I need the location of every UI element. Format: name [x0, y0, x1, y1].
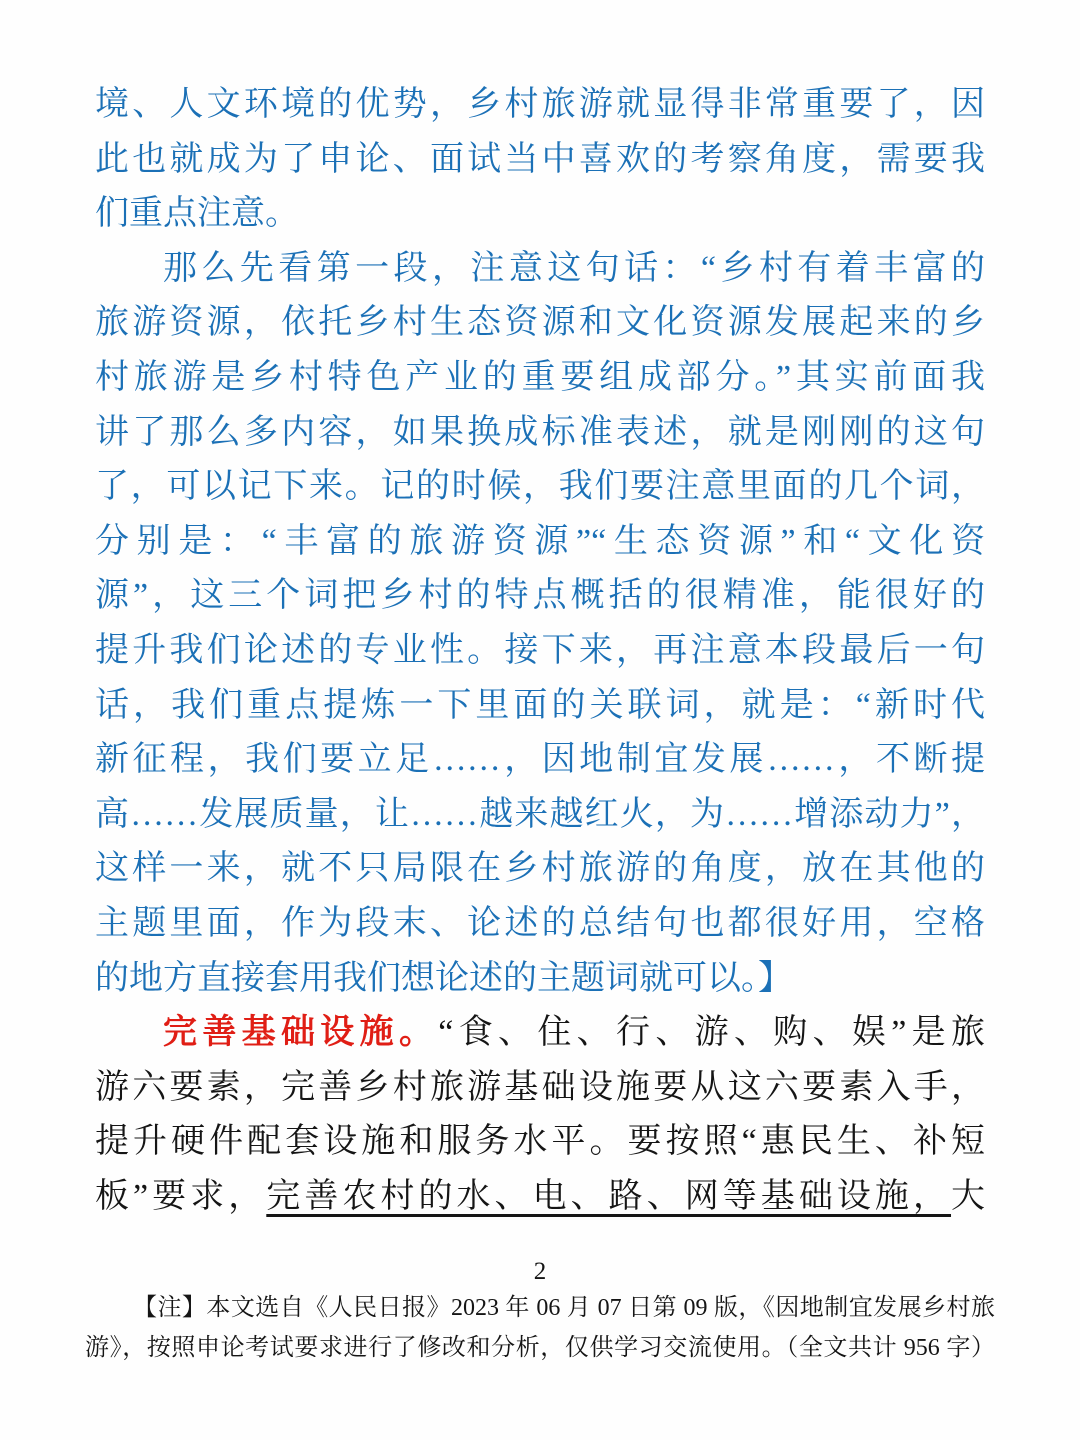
page-number: 2 — [533, 1258, 547, 1285]
text-line — [95, 1061, 985, 1116]
text-run-blue: 话，我们重点提炼一下里面的关联词，就是：“新时代 — [95, 686, 985, 724]
text-run-black: 板”要求， — [95, 1177, 267, 1215]
text-line — [95, 624, 985, 679]
text-run-blue: 旅游资源，依托乡村生态资源和文化资源发展起来的乡 — [95, 304, 985, 342]
text-line — [95, 1115, 985, 1170]
text-line — [95, 788, 985, 843]
text-line — [95, 515, 985, 570]
text-run-black: 大 — [951, 1177, 986, 1215]
text-run-black: “食、住、行、游、购、娱”是旅 — [438, 1014, 986, 1052]
text-run-blue: 新征程，我们要立足……，因地制宜发展……，不断提 — [95, 741, 985, 779]
text-run-black: 提升硬件配套设施和服务水平。要按照“惠民生、补短 — [95, 1123, 985, 1161]
footnote-line: 【注】本文选自《人民日报》2023 年 06 月 07 日第 09 版，《因地制宜发展乡村旅 — [133, 1295, 995, 1321]
text-run-blue: 分别是：“丰富的旅游资源”“生态资源”和“文化资 — [95, 522, 985, 560]
text-line — [95, 952, 985, 1007]
text-run-blue: 此也就成为了申论、面试当中喜欢的考察角度，需要我 — [95, 140, 985, 178]
text-line — [95, 1006, 985, 1061]
text-line — [95, 1170, 985, 1225]
text-line — [95, 187, 985, 242]
text-run-black-underline: 完善农村的水、电、路、网等基础设施， — [266, 1177, 952, 1215]
text-line — [95, 897, 985, 952]
text-run-blue: 主题里面，作为段末、论述的总结句也都很好用，空格 — [95, 904, 985, 942]
text-run-blue: 村旅游是乡村特色产业的重要组成部分。”其实前面我 — [95, 358, 985, 396]
text-run-blue: 境、人文环境的优势，乡村旅游就显得非常重要了，因 — [95, 86, 985, 123]
text-line — [95, 78, 985, 133]
text-run-blue: 讲了那么多内容，如果换成标准表述，就是刚刚的这句 — [95, 413, 985, 451]
text-line — [95, 406, 985, 461]
footnote — [85, 1288, 995, 1368]
text-run-blue: 高……发展质量，让……越来越红火，为……增添动力”， — [95, 795, 985, 833]
text-line — [95, 351, 985, 406]
text-line — [95, 242, 985, 297]
text-line — [95, 296, 985, 351]
text-line — [95, 679, 985, 734]
text-run-blue: 了，可以记下来。记的时候，我们要注意里面的几个词， — [95, 468, 985, 506]
text-line — [95, 733, 985, 788]
text-line — [95, 460, 985, 515]
text-line — [95, 133, 985, 188]
text-run-blue: 提升我们论述的专业性。接下来，再注意本段最后一句 — [95, 631, 985, 669]
text-run-blue: 那么先看第一段，注意这句话：“乡村有着丰富的 — [163, 249, 985, 287]
document-body — [95, 78, 985, 1224]
text-line — [95, 569, 985, 624]
text-run-red-bold: 完善基础设施。 — [163, 1014, 439, 1052]
text-run-blue: 这样一来，就不只局限在乡村旅游的角度，放在其他的 — [95, 850, 985, 888]
text-run-blue: 们重点注意。 — [95, 195, 299, 233]
footnote-line: 游》，按照申论考试要求进行了修改和分析，仅供学习交流使用。（全文共计 956 字） — [85, 1335, 995, 1361]
text-run-blue: 源”，这三个词把乡村的特点概括的很精准，能很好的 — [95, 577, 985, 615]
text-line — [95, 842, 985, 897]
text-run-black: 游六要素，完善乡村旅游基础设施要从这六要素入手， — [95, 1068, 985, 1106]
text-run-blue: 的地方直接套用我们想论述的主题词就可以。】 — [95, 959, 792, 997]
